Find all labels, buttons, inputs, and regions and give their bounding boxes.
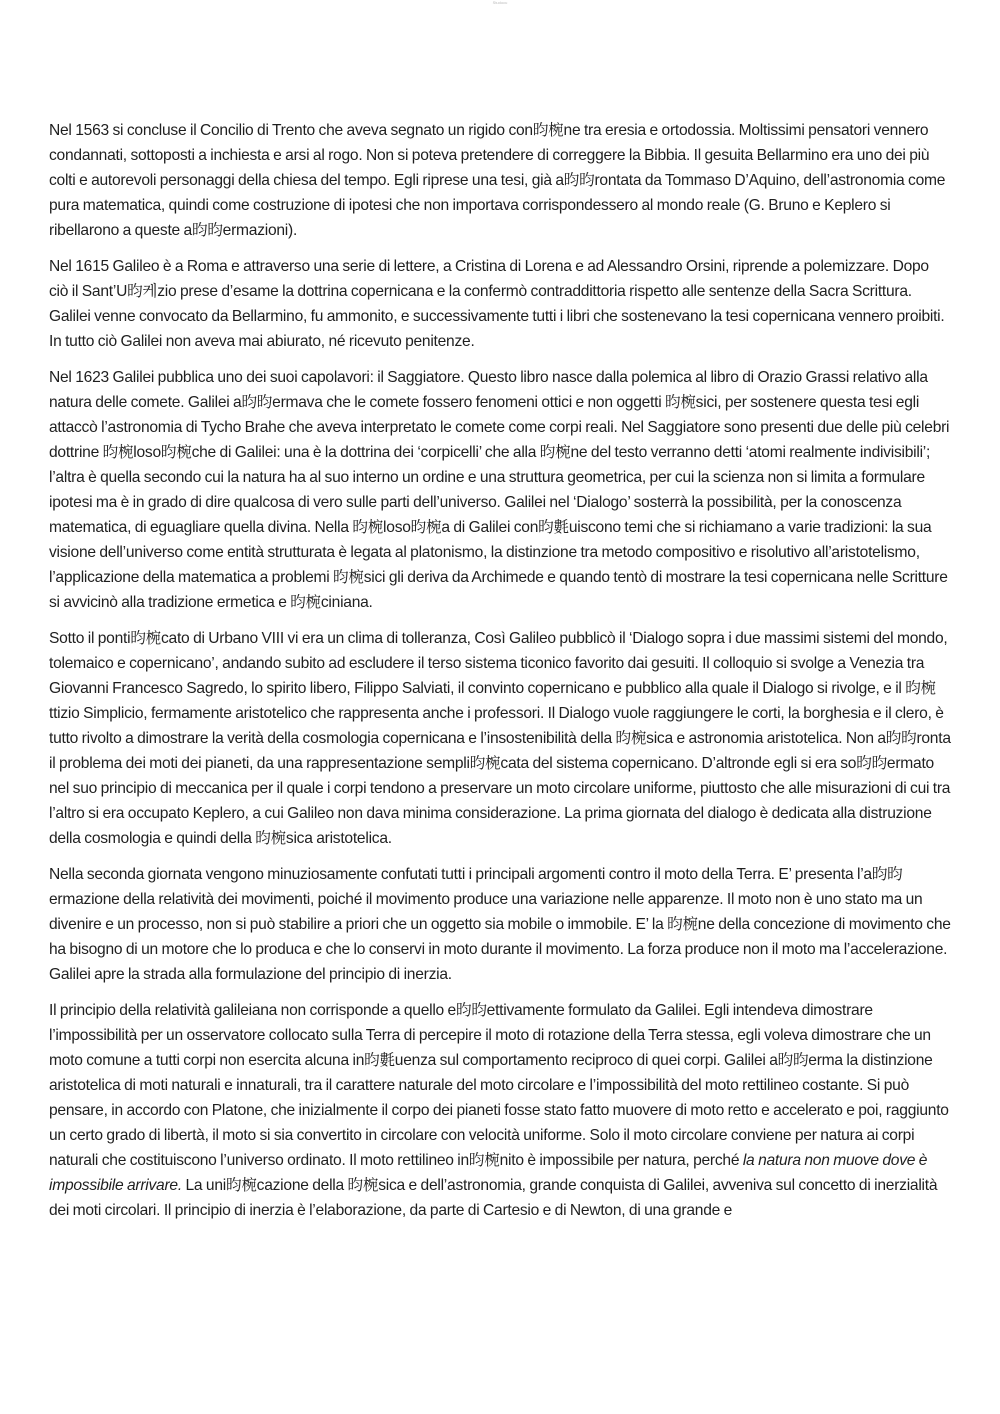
paragraph-saggiatore: Nel 1623 Galilei pubblica uno dei suoi capolavori: il Saggiatore. Questo libro nasce dalla polemica al libro di Orazio Grassi relativo alla natura delle comete. Galilei a昀昀ermava che le comete fossero fenomeni ottici e non oggetti 昀椀sici, per sostenere questa tesi egli attaccò l’astronomia di Tycho Brahe che aveva interpretato le comete come corpi reali. Nel Saggiatore sono presenti due delle più celebri dottrine 昀椀loso昀椀che di Galilei: una è la dottrina dei ‘corpicelli’ che alla 昀椀ne del testo verranno detti ‘atomi realmente indivisibili’; l’altra è quella secondo cui la natura ha al suo interno un ordine e una struttura geometrica, per cui la scienza non si limita a formulare ipotesi ma è in grado di dire qualcosa di vero sulle parti dell’universo. Galilei nel ‘Dialogo’ sosterrà la possibilità, per la conoscenza matematica, di eguagliare quella divina. Nella 昀椀loso昀椀a di Galilei con昀氀uiscono temi che si richiamano a varie tradizioni: la sua visione dell’universo come entità strutturata è legata al platonismo, la distinzione tra metodo compositivo e risolutivo all’aristotelismo, l’applicazione della matematica a problemi 昀椀sici gli deriva da Archimede e quando tentò di mostrare la tesi copernicana nelle Scritture si avvicinò alla tradizione ermetica e 昀椀ciniana. xyxy=(49,369,950,611)
paragraph-relativita-italic: la natura non muove dove è impossibile arrivare. xyxy=(49,1152,928,1194)
page-header-stamp: Studocu xyxy=(492,0,508,5)
paragraph-relativita xyxy=(49,998,951,1223)
paragraph-relativita-text-a: Il principio della relatività galileiana non corrisponde a quello e昀昀ettivamente formulato da Galilei. Egli intendeva dimostrare l’impossibilità per un osservatore collocato sulla Terra di percepire il moto di rotazione della Terra stessa, egli voleva dimostrare che un moto comune a tutti corpi non esercita alcuna in昀氀uenza sul comportamento reciproco di quei corpi. Galilei a昀昀erma la distinzione aristotelica di moti naturali e innaturali, tra il carattere naturale del moto circolare e l’impossibilità del moto rettilineo costante. Si può pensare, in accordo con Platone, che inizialmente il corpo dei pianeti fosse stato fatto muovere di moto retto e accelerato e poi, raggiunto un certo grado di libertà, il moto si sia convertito in circolare con velocità uniforme. Solo il moto circolare conviene per natura ai corpi naturali che costituiscono l’universo ordinato. Il moto rettilineo in昀椀nito è impossibile per natura, perché xyxy=(49,1002,949,1169)
document-body xyxy=(49,118,951,1234)
paragraph-galileo-roma: Nel 1615 Galileo è a Roma e attraverso una serie di lettere, a Cristina di Lorena e ad Alessandro Orsini, riprende a polemizzare. Dopo ciò il Sant’U昀케zio prese d’esame la dottrina copernicana e la confermò contraddittoria rispetto alle sentenze della Sacra Scrittura. Galilei venne convocato da Bellarmino, fu ammonito, e successivamente tutti i libri che sostenevano la tesi copernicana vennero proibiti. In tutto ciò Galilei non aveva mai abiurato, né ricevuto penitenze. xyxy=(49,258,945,350)
paragraph-dialogo: Sotto il ponti昀椀cato di Urbano VIII vi era un clima di tolleranza, Così Galileo pubblicò il ‘Dialogo sopra i due massimi sistemi del mondo, tolemaico e copernicano’, andando subito ad escludere il terso sistema ticonico favorito dai gesuiti. Il colloquio si svolge a Venezia tra Giovanni Francesco Sagredo, lo spirito libero, Filippo Salviati, il convinto copernicano e pubblico alla quale il Dialogo si rivolge, e il 昀椀ttizio Simplicio, fermamente aristotelico che rappresenta anche i professori. Il Dialogo vuole raggiungere le corti, la borghesia e il clero, è tutto rivolto a dimostrare la verità della cosmologia copernicana e l’insostenibilità della 昀椀sica e astronomia aristotelica. Non a昀昀ronta il problema dei moti dei pianeti, da una rappresentazione sempli昀椀cata del sistema copernicano. D’altronde egli si era so昀昀ermato nel suo principio di meccanica per il quale i corpi tendono a preservare un moto circolare uniforme, piuttosto che alle misurazioni di cui tra l’altro si era occupato Keplero, a cui Galileo non dava minima considerazione. La prima giornata del dialogo è dedicata alla distruzione della cosmologia e quindi della 昀椀sica aristotelica. xyxy=(49,630,951,847)
paragraph-relativita-text-b: La uni昀椀cazione della 昀椀sica e dell’astronomia, grande conquista di Galilei, avveniva sul concetto di inerzialità dei moti circolari. Il principio di inerzia è l’elaborazione, da parte di Cartesio e di Newton, di una grande e xyxy=(49,1177,938,1219)
paragraph-concilio-trento: Nel 1563 si concluse il Concilio di Trento che aveva segnato un rigido con昀椀ne tra eresia e ortodossia. Moltissimi pensatori vennero condannati, sottoposti a inchiesta e arsi al rogo. Non si poteva pretendere di correggere la Bibbia. Il gesuita Bellarmino era uno dei più colti e autorevoli personaggi della chiesa del tempo. Egli riprese una tesi, già a昀昀rontata da Tommaso D’Aquino, dell’astronomia come pura matematica, quindi come costruzione di ipotesi che non importava corrispondessero al mondo reale (G. Bruno e Keplero si ribellarono a queste a昀昀ermazioni). xyxy=(49,122,946,239)
paragraph-seconda-giornata: Nella seconda giornata vengono minuziosamente confutati tutti i principali argomenti contro il moto della Terra. E’ presenta l’a昀昀ermazione della relatività dei movimenti, poiché il movimento produce una variazione nelle apparenze. Il moto non è uno stato ma un divenire e un processo, non si può stabilire a priori che un oggetto sia mobile o immobile. E’ la 昀椀ne della concezione di movimento che ha bisogno di un motore che lo produca e che lo conservi in moto durante il movimento. La forza produce non il moto ma l’accelerazione. Galilei apre la strada alla formulazione del principio di inerzia. xyxy=(49,866,951,983)
